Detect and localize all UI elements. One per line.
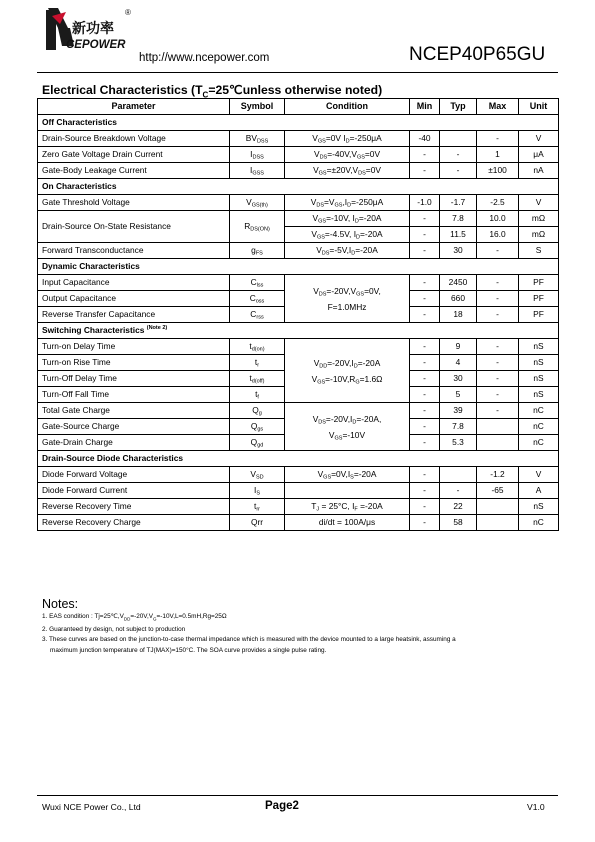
min-cell: -: [410, 275, 440, 291]
param-cell: Diode Forward Voltage: [38, 467, 230, 483]
symbol-cell: $Q_g$: [230, 403, 285, 419]
unit-cell: PF: [519, 291, 559, 307]
section-row: [38, 259, 559, 275]
min-cell: -: [410, 163, 440, 179]
page-number: Page2: [265, 800, 299, 812]
max-cell: -: [477, 355, 519, 371]
company-logo: [44, 6, 134, 52]
typ-cell: 7.8: [440, 211, 477, 227]
svg-text:CEPOWER: CEPOWER: [66, 39, 126, 51]
table-row: [38, 211, 559, 227]
notes-title: Notes:: [42, 597, 79, 611]
param-cell: Drain-Source On-State Resistance: [38, 211, 230, 243]
max-cell: [477, 515, 519, 531]
max-cell: -: [477, 131, 519, 147]
unit-cell: PF: [519, 307, 559, 323]
min-cell: -: [410, 435, 440, 451]
symbol-cell: $I_{DSS}$: [230, 147, 285, 163]
unit-cell: S: [519, 243, 559, 259]
min-cell: -: [410, 403, 440, 419]
note-3-continued: maximum junction temperature of TJ(MAX)=150°C. The SOA curve provides a single pulse rating.: [50, 646, 327, 654]
typ-cell: -: [440, 163, 477, 179]
max-cell: -: [477, 339, 519, 355]
param-cell: Turn-on Delay Time: [38, 339, 230, 355]
section-title: Electrical Characteristics ($T_C=25℃unless$ otherwise noted): [42, 83, 383, 100]
param-cell: Turn-on Rise Time: [38, 355, 230, 371]
param-cell: Gate-Source Charge: [38, 419, 230, 435]
min-cell: -: [410, 467, 440, 483]
footer-company: Wuxi NCE Power Co., Ltd: [42, 802, 141, 812]
svg-text:新功率: 新功率: [72, 21, 114, 37]
param-cell: Gate-Drain Charge: [38, 435, 230, 451]
symbol-cell: $Q_{gs}$: [230, 419, 285, 435]
symbol-cell: $t_r$: [230, 355, 285, 371]
section-diode: Drain-Source Diode Characteristics: [38, 451, 559, 467]
typ-cell: 58: [440, 515, 477, 531]
typ-cell: 660: [440, 291, 477, 307]
max-cell: -: [477, 371, 519, 387]
typ-cell: 30: [440, 371, 477, 387]
min-cell: -: [410, 515, 440, 531]
typ-cell: -: [440, 483, 477, 499]
param-cell: Reverse Transfer Capacitance: [38, 307, 230, 323]
max-cell: -: [477, 243, 519, 259]
unit-cell: nC: [519, 435, 559, 451]
col-typ: Typ: [440, 99, 477, 115]
param-cell: Drain-Source Breakdown Voltage: [38, 131, 230, 147]
unit-cell: nC: [519, 515, 559, 531]
unit-cell: A: [519, 483, 559, 499]
condition-cell: $V_{GS}=\pm 20V,V_{DS}=0V$: [285, 163, 410, 179]
typ-cell: 2450: [440, 275, 477, 291]
condition-cell: $V_{GS}=-4.5V$, $I_D=-20A$: [285, 227, 410, 243]
typ-cell: 5.3: [440, 435, 477, 451]
condition-cell: $V_{GS}=0V,I_S=-20A$: [285, 467, 410, 483]
col-unit: Unit: [519, 99, 559, 115]
typ-cell: 22: [440, 499, 477, 515]
unit-cell: V: [519, 467, 559, 483]
min-cell: -: [410, 499, 440, 515]
min-cell: -: [410, 483, 440, 499]
min-cell: -: [410, 339, 440, 355]
min-cell: -: [410, 291, 440, 307]
unit-cell: nS: [519, 355, 559, 371]
section-on: On Characteristics: [38, 179, 559, 195]
param-cell: Reverse Recovery Charge: [38, 515, 230, 531]
symbol-cell: $V_{SD}$: [230, 467, 285, 483]
param-cell: Turn-Off Delay Time: [38, 371, 230, 387]
website-url[interactable]: http://www.ncepower.com: [139, 52, 270, 64]
section-row: [38, 323, 559, 339]
min-cell: -: [410, 227, 440, 243]
typ-cell: [440, 131, 477, 147]
unit-cell: nS: [519, 499, 559, 515]
col-condition: Condition: [285, 99, 410, 115]
max-cell: 10.0: [477, 211, 519, 227]
max-cell: [477, 419, 519, 435]
unit-cell: nS: [519, 387, 559, 403]
condition-cell: $V_{DS}=V_{GS},I_D=-250\mu A$: [285, 195, 410, 211]
typ-cell: 11.5: [440, 227, 477, 243]
condition-cell: di/dt = 100A/μs: [285, 515, 410, 531]
unit-cell: nC: [519, 403, 559, 419]
param-cell: Reverse Recovery Time: [38, 499, 230, 515]
part-number: NCEP40P65GU: [409, 44, 546, 65]
min-cell: -40: [410, 131, 440, 147]
table-row: [38, 339, 559, 355]
section-dynamic: Dynamic Characteristics: [38, 259, 559, 275]
table-row: [38, 499, 559, 515]
symbol-cell: $Q_{gd}$: [230, 435, 285, 451]
min-cell: -1.0: [410, 195, 440, 211]
section-row: [38, 179, 559, 195]
symbol-cell: $t_{d(off)}$: [230, 371, 285, 387]
max-cell: [477, 435, 519, 451]
unit-cell: nS: [519, 339, 559, 355]
table-header-row: [38, 99, 559, 115]
param-cell: Input Capacitance: [38, 275, 230, 291]
table-row: [38, 147, 559, 163]
col-parameter: Parameter: [38, 99, 230, 115]
min-cell: -: [410, 307, 440, 323]
param-cell: Output Capacitance: [38, 291, 230, 307]
table-row: [38, 403, 559, 419]
typ-cell: 5: [440, 387, 477, 403]
max-cell: ±100: [477, 163, 519, 179]
max-cell: -1.2: [477, 467, 519, 483]
table-row: [38, 243, 559, 259]
condition-cell: $V_{DS}=-5V,I_D=-20A$: [285, 243, 410, 259]
section-switching: Switching Characteristics $^{(Note 2)}$: [38, 323, 559, 339]
min-cell: -: [410, 387, 440, 403]
symbol-cell: $R_{DS(ON)}$: [230, 211, 285, 243]
footer-divider: [37, 795, 558, 796]
unit-cell: V: [519, 195, 559, 211]
max-cell: -: [477, 387, 519, 403]
typ-cell: [440, 467, 477, 483]
unit-cell: nC: [519, 419, 559, 435]
typ-cell: 30: [440, 243, 477, 259]
max-cell: 1: [477, 147, 519, 163]
condition-cell: $V_{GS}=-10V$, $I_D=-20A$: [285, 211, 410, 227]
max-cell: -: [477, 291, 519, 307]
condition-cell: $T_J = 25^\circ C$, $I_F =-20A$: [285, 499, 410, 515]
condition-cell: $V_{GS}=0V$ $I_D=-250\mu A$: [285, 131, 410, 147]
typ-cell: 39: [440, 403, 477, 419]
typ-cell: 9: [440, 339, 477, 355]
min-cell: -: [410, 419, 440, 435]
symbol-cell: $t_f$: [230, 387, 285, 403]
param-cell: Gate Threshold Voltage: [38, 195, 230, 211]
unit-cell: mΩ: [519, 227, 559, 243]
section-row: [38, 451, 559, 467]
note-1: 1. EAS condition : $Tj=25℃,V_{DD}=-20V,V_G=-10V,L=0.5mH,Rg=25\Omega$: [42, 613, 227, 622]
min-cell: -: [410, 147, 440, 163]
symbol-cell: Qrr: [230, 515, 285, 531]
max-cell: -2.5: [477, 195, 519, 211]
unit-cell: nA: [519, 163, 559, 179]
unit-cell: μA: [519, 147, 559, 163]
min-cell: -: [410, 355, 440, 371]
header-divider: [37, 72, 558, 73]
typ-cell: 7.8: [440, 419, 477, 435]
condition-cell: [285, 483, 410, 499]
table-row: [38, 483, 559, 499]
condition-cell: $V_{DS}=-20V,I_D=-20A$, $V_{GS}=-10V$: [285, 403, 410, 451]
param-cell: Turn-Off Fall Time: [38, 387, 230, 403]
max-cell: [477, 499, 519, 515]
max-cell: -: [477, 275, 519, 291]
unit-cell: V: [519, 131, 559, 147]
min-cell: -: [410, 211, 440, 227]
notes-list: [42, 612, 542, 656]
svg-text:®: ®: [125, 8, 131, 17]
unit-cell: PF: [519, 275, 559, 291]
condition-cell: $V_{DS}=-20V,V_{GS}=0V$, F=1.0MHz: [285, 275, 410, 323]
section-row: [38, 115, 559, 131]
param-cell: Zero Gate Voltage Drain Current: [38, 147, 230, 163]
symbol-cell: $V_{GS(th)}$: [230, 195, 285, 211]
footer-version: V1.0: [527, 802, 545, 812]
symbol-cell: $g_{FS}$: [230, 243, 285, 259]
col-min: Min: [410, 99, 440, 115]
table-row: [38, 195, 559, 211]
symbol-cell: $t_{rr}$: [230, 499, 285, 515]
typ-cell: -1.7: [440, 195, 477, 211]
table-row: [38, 515, 559, 531]
min-cell: -: [410, 243, 440, 259]
param-cell: Diode Forward Current: [38, 483, 230, 499]
param-cell: Forward Transconductance: [38, 243, 230, 259]
symbol-cell: $t_{d(on)}$: [230, 339, 285, 355]
max-cell: -: [477, 403, 519, 419]
max-cell: -65: [477, 483, 519, 499]
max-cell: 16.0: [477, 227, 519, 243]
section-off: Off Characteristics: [38, 115, 559, 131]
condition-cell: $V_{DD}=-20V,I_D=-20A$ $V_{GS}=-10V,R_G=1.6\Omega$: [285, 339, 410, 403]
param-cell: Total Gate Charge: [38, 403, 230, 419]
note-2: 2. Guaranteed by design, not subject to production: [42, 625, 186, 633]
unit-cell: mΩ: [519, 211, 559, 227]
max-cell: -: [477, 307, 519, 323]
electrical-characteristics-table: [37, 98, 559, 531]
symbol-cell: $BV_{DSS}$: [230, 131, 285, 147]
min-cell: -: [410, 371, 440, 387]
symbol-cell: $I_{GSS}$: [230, 163, 285, 179]
symbol-cell: $I_S$: [230, 483, 285, 499]
condition-cell: $V_{DS}=-40V,V_{GS}=0V$: [285, 147, 410, 163]
symbol-cell: $C_{rss}$: [230, 307, 285, 323]
table-row: [38, 163, 559, 179]
typ-cell: -: [440, 147, 477, 163]
typ-cell: 4: [440, 355, 477, 371]
table-row: [38, 467, 559, 483]
table-row: [38, 131, 559, 147]
unit-cell: nS: [519, 371, 559, 387]
param-cell: Gate-Body Leakage Current: [38, 163, 230, 179]
note-3: 3. These curves are based on the junction-to-case thermal impedance which is measured with the device mounted to a large heatsink, assuming a: [42, 636, 456, 644]
symbol-cell: $C_{oss}$: [230, 291, 285, 307]
symbol-cell: $C_{lss}$: [230, 275, 285, 291]
col-symbol: Symbol: [230, 99, 285, 115]
col-max: Max: [477, 99, 519, 115]
table-row: [38, 275, 559, 291]
typ-cell: 18: [440, 307, 477, 323]
